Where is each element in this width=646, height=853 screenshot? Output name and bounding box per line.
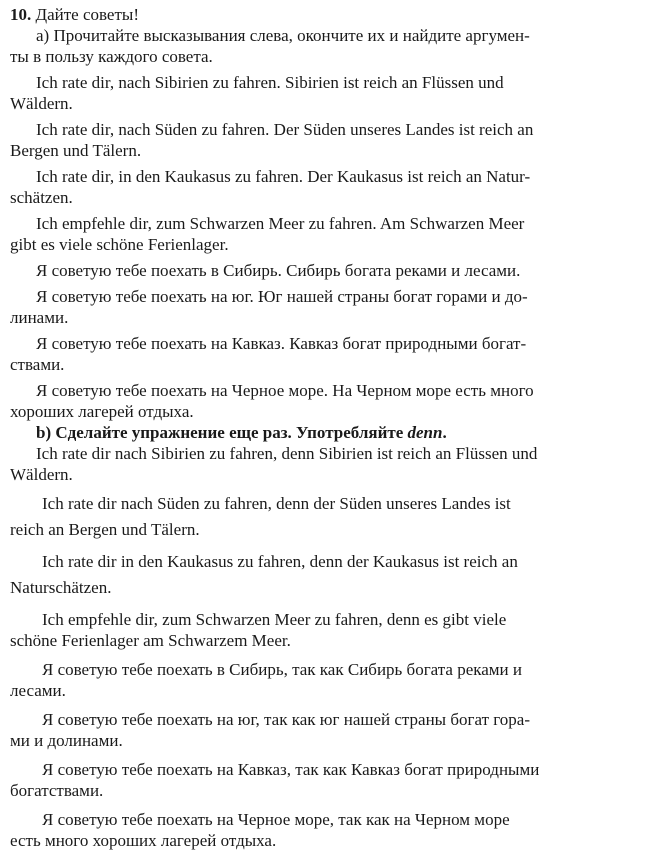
part-b-para-3-line-2: Naturschätzen.: [10, 578, 112, 597]
part-a-para-1-line-1: Ich rate dir, nach Sibirien zu fahren. Sibirien ist reich an Flüssen und: [36, 73, 504, 92]
exercise-title: Дайте советы!: [35, 5, 139, 24]
part-b-heading: [10, 422, 634, 443]
part-b-para-1-line-1: Ich rate dir nach Sibirien zu fahren, denn Sibirien ist reich an Flüssen und: [36, 444, 538, 463]
exercise-heading: [10, 4, 634, 25]
part-a-instruction-line-2: ты в пользу каждого совета.: [10, 47, 213, 66]
part-a-para-3-line-1: Ich rate dir, in den Kaukasus zu fahren. Der Kaukasus ist reich an Natur-: [36, 167, 531, 186]
part-a-instruction-line-1: а) Прочитайте высказывания слева, окончите их и найдите аргумен-: [36, 26, 530, 45]
part-b-heading-word: denn: [407, 423, 443, 442]
part-b-para-6-line-2: ми и долинами.: [10, 731, 123, 750]
part-a-para-3-line-2: schätzen.: [10, 188, 73, 207]
part-b-para-7-line-1: Я советую тебе поехать на Кавказ, так как Кавказ богат природными: [42, 760, 540, 779]
part-a-para-7-line-2: ствами.: [10, 355, 65, 374]
part-b-para-5-line-1: Я советую тебе поехать в Сибирь, так как Сибирь богата реками и: [42, 660, 523, 679]
part-a-para-1-line-2: Wäldern.: [10, 94, 73, 113]
part-a-para-5-line-1: Я советую тебе поехать в Сибирь. Сибирь богата реками и лесами.: [36, 261, 521, 280]
part-a-para-2-line-2: Bergen und Tälern.: [10, 141, 142, 160]
part-b-heading-suffix: .: [442, 423, 447, 442]
part-b-para-2-line-1: Ich rate dir nach Süden zu fahren, denn der Süden unseres Landes ist: [42, 494, 511, 513]
exercise-number: 10.: [10, 5, 32, 24]
part-a-para-6-line-1: Я советую тебе поехать на юг. Юг нашей страны богат горами и до-: [36, 287, 528, 306]
part-b-para-8-line-2: есть много хороших лагерей отдыха.: [10, 831, 277, 850]
part-a-para-6-line-2: линами.: [10, 308, 69, 327]
part-b-para-5-line-2: лесами.: [10, 681, 66, 700]
part-a-para-2-line-1: Ich rate dir, nach Süden zu fahren. Der Süden unseres Landes ist reich an: [36, 120, 534, 139]
part-a-para-8-line-1: Я советую тебе поехать на Черное море. На Черном море есть много: [36, 381, 534, 400]
part-a-para-8-line-2: хороших лагерей отдыха.: [10, 402, 194, 421]
part-b-para-8-line-1: Я советую тебе поехать на Черное море, так как на Черном море: [42, 810, 510, 829]
part-b-para-7-line-2: богатствами.: [10, 781, 104, 800]
part-a-para-4-line-2: gibt es viele schöne Ferienlager.: [10, 235, 229, 254]
part-b-para-1-line-2: Wäldern.: [10, 465, 73, 484]
part-b-para-6-line-1: Я советую тебе поехать на юг, так как юг нашей страны богат гора-: [42, 710, 531, 729]
part-a-para-4-line-1: Ich empfehle dir, zum Schwarzen Meer zu fahren. Am Schwarzen Meer: [36, 214, 525, 233]
part-b-para-4-line-1: Ich empfehle dir, zum Schwarzen Meer zu fahren, denn es gibt viele: [42, 610, 507, 629]
part-b-heading-prefix: b) Сделайте упражнение еще раз. Употребляйте: [36, 423, 408, 442]
part-b-para-2-line-2: reich an Bergen und Tälern.: [10, 520, 200, 539]
part-b-para-3-line-1: Ich rate dir in den Kaukasus zu fahren, denn der Kaukasus ist reich an: [42, 552, 518, 571]
part-b-para-4-line-2: schöne Ferienlager am Schwarzem Meer.: [10, 631, 291, 650]
part-a-para-7-line-1: Я советую тебе поехать на Кавказ. Кавказ богат природными богат-: [36, 334, 527, 353]
